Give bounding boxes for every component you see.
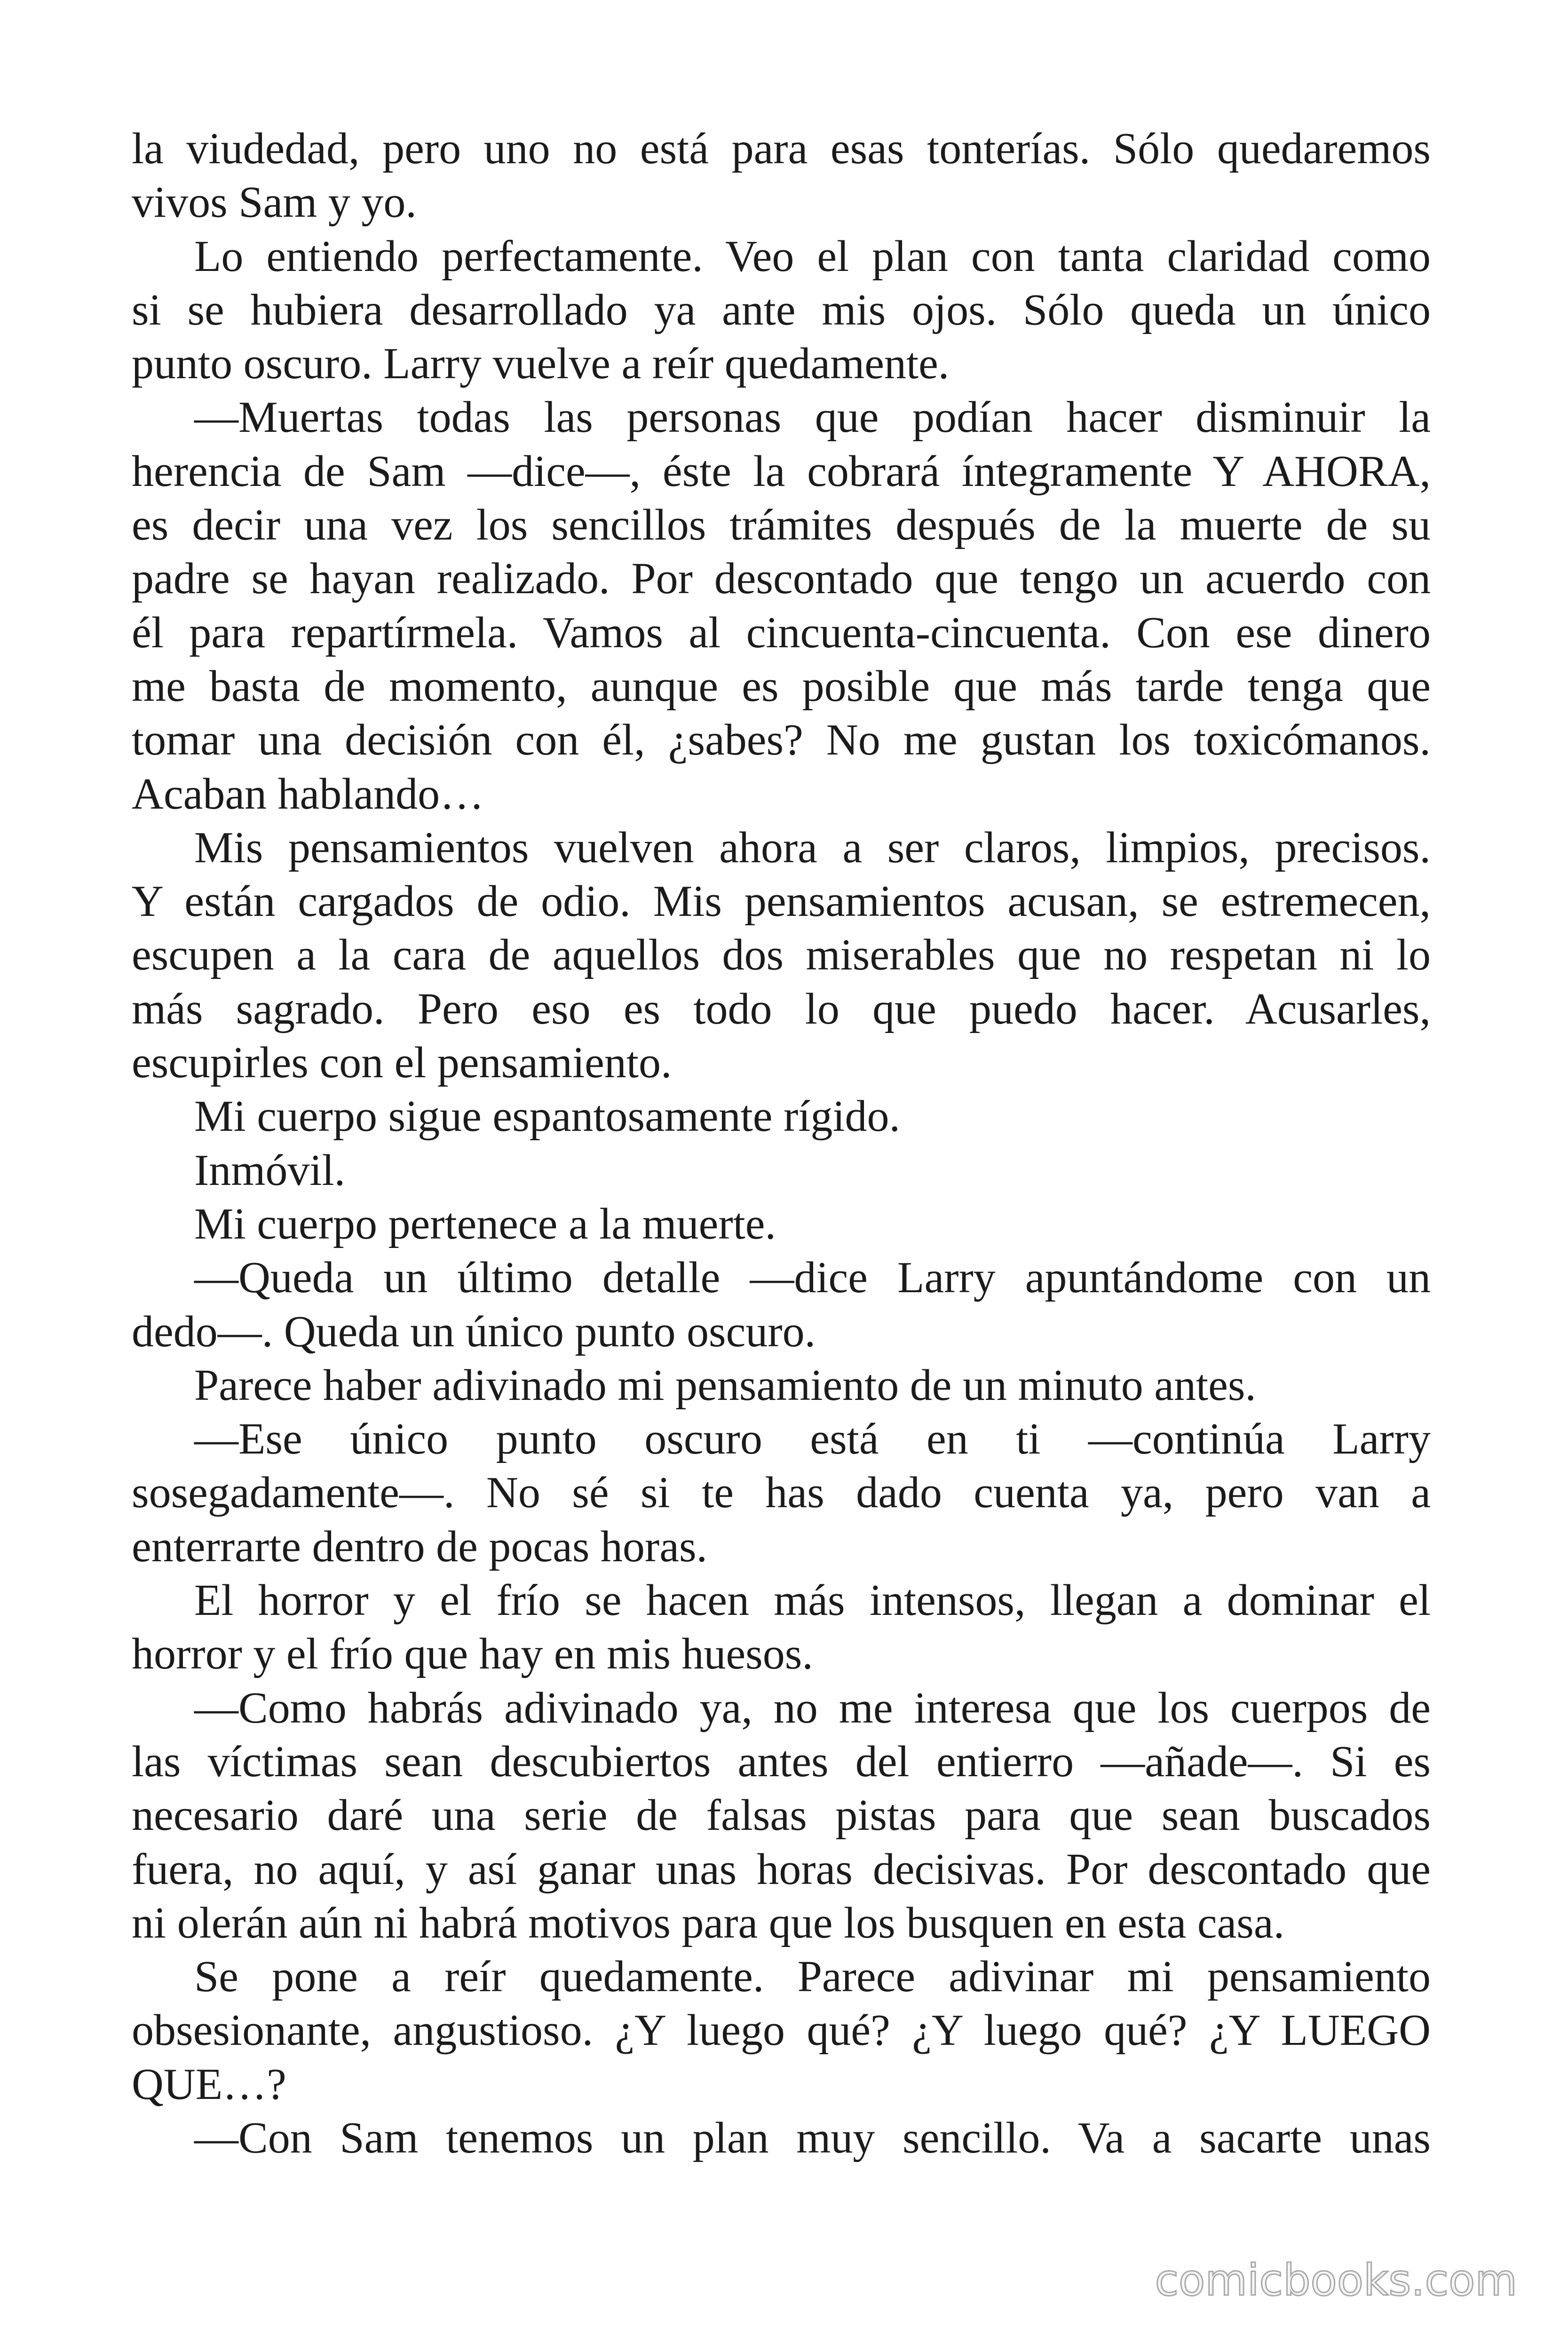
text-line: escupen a la cara de aquellos dos miserables que no respetan ni lo — [132, 930, 1431, 980]
text-line: Y están cargados de odio. Mis pensamientos acusan, se estremecen, — [132, 877, 1431, 926]
text-line: más sagrado. Pero eso es todo lo que puedo hacer. Acusarles, — [132, 984, 1431, 1033]
paragraph — [132, 821, 1431, 1089]
text-line: QUE…? — [132, 2059, 286, 2109]
text-line: necesario daré una serie de falsas pistas para que sean buscados — [132, 1791, 1431, 1840]
watermark-logo: comicbooks.com — [1155, 2255, 1517, 2305]
text-line: —Ese único punto oscuro está en ti —continúa Larry — [194, 1414, 1431, 1464]
paragraph — [132, 1251, 1431, 1359]
text-line: Mi cuerpo pertenece a la muerte. — [194, 1199, 776, 1248]
text-line: Mi cuerpo sigue espantosamente rígido. — [194, 1092, 901, 1141]
paragraph — [132, 1412, 1431, 1573]
text-line: sosegadamente—. No sé si te has dado cuenta ya, pero van a — [132, 1468, 1431, 1518]
body-text — [132, 122, 1431, 2165]
text-line: padre se hayan realizado. Por descontado que tengo un acuerdo con — [132, 554, 1431, 604]
text-line: ni olerán aún ni habrá motivos para que los busquen en esta casa. — [132, 1898, 1285, 1947]
text-line: me basta de momento, aunque es posible que más tarde tenga que — [132, 661, 1431, 711]
text-line: —Con Sam tenemos un plan muy sencillo. Va a sacarte unas — [194, 2113, 1431, 2162]
text-line: —Muertas todas las personas que podían hacer disminuir la — [194, 393, 1431, 442]
text-line: —Como habrás adivinado ya, no me interesa que los cuerpos de — [194, 1683, 1431, 1732]
paragraph — [132, 230, 1431, 391]
paragraph — [132, 2111, 1431, 2165]
paragraph — [132, 122, 1431, 230]
text-line: Se pone a reír quedamente. Parece adivinar mi pensamiento — [194, 1952, 1431, 2002]
paragraph — [132, 1144, 1431, 1197]
text-line: él para repartírmela. Vamos al cincuenta-cincuenta. Con ese dinero — [132, 608, 1431, 657]
text-line: punto oscuro. Larry vuelve a reír quedamente. — [132, 339, 950, 389]
text-line: Lo entiendo perfectamente. Veo el plan con tanta claridad como — [194, 231, 1431, 281]
text-line: la viudedad, pero uno no está para esas tonterías. Sólo quedaremos — [132, 124, 1431, 173]
text-line: enterrarte dentro de pocas horas. — [132, 1522, 708, 1571]
text-line: Mis pensamientos vuelven ahora a ser claros, limpios, precisos. — [194, 823, 1431, 872]
text-line: si se hubiera desarrollado ya ante mis ojos. Sólo queda un único — [132, 285, 1431, 334]
text-line: tomar una decisión con él, ¿sabes? No me gustan los toxicómanos. — [132, 715, 1431, 765]
text-line: Acaban hablando… — [132, 769, 484, 818]
text-line: es decir una vez los sencillos trámites después de la muerte de su — [132, 501, 1431, 550]
text-line: las víctimas sean descubiertos antes del entierro —añade—. Si es — [132, 1737, 1431, 1786]
paragraph — [132, 1573, 1431, 1681]
paragraph — [132, 1950, 1431, 2111]
text-line: horror y el frío que hay en mis huesos. — [132, 1629, 813, 1679]
text-line: El horror y el frío se hacen más intensos, llegan a dominar el — [194, 1576, 1431, 1625]
text-line: herencia de Sam —dice—, éste la cobrará íntegramente Y AHORA, — [132, 446, 1431, 496]
paragraph — [132, 1681, 1431, 1950]
text-line: escupirles con el pensamiento. — [132, 1038, 672, 1088]
text-line: vivos Sam y yo. — [132, 178, 417, 227]
text-line: fuera, no aquí, y así ganar unas horas decisivas. Por descontado que — [132, 1844, 1431, 1894]
text-line: dedo—. Queda un único punto oscuro. — [132, 1307, 816, 1356]
paragraph — [132, 1197, 1431, 1251]
text-line: Inmóvil. — [194, 1145, 346, 1195]
text-line: obsesionante, angustioso. ¿Y luego qué? ¿Y luego qué? ¿Y LUEGO — [132, 2006, 1431, 2055]
paragraph — [132, 1089, 1431, 1143]
text-line: —Queda un último detalle —dice Larry apuntándome con un — [194, 1253, 1431, 1303]
paragraph — [132, 1359, 1431, 1412]
paragraph — [132, 390, 1431, 820]
text-line: Parece haber adivinado mi pensamiento de un minuto antes. — [194, 1360, 1256, 1410]
